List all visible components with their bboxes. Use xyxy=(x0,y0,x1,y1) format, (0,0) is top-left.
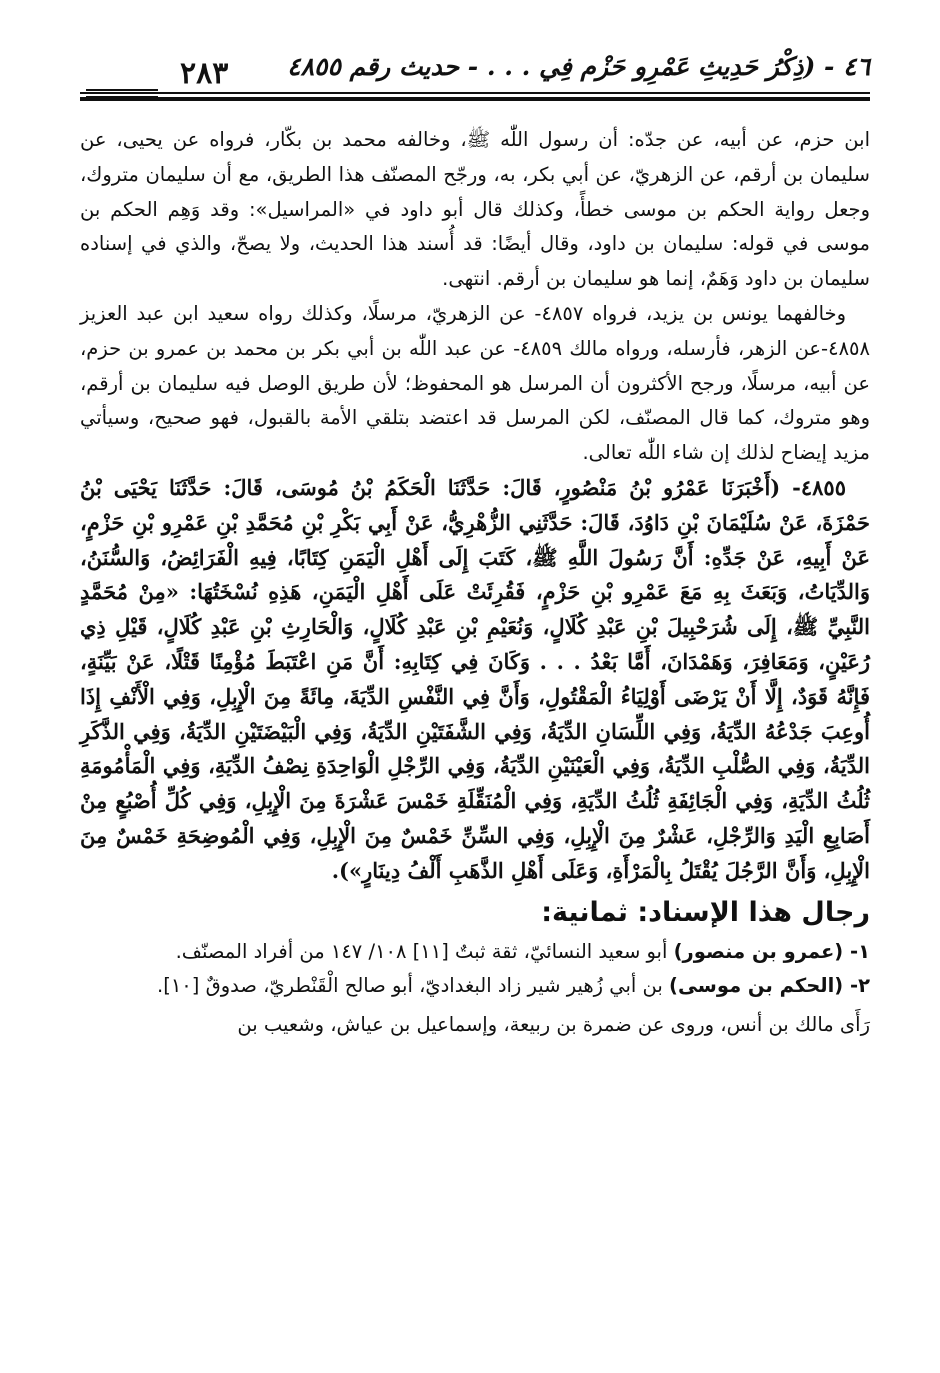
narrator-description: أبو سعيد النسائيّ، ثقة ثبتٌ [١١] ١٠٨/ ١٤٧ من أفراد المصنّف. xyxy=(175,939,674,963)
narrator-name: ١- (عمرو بن منصور) xyxy=(673,939,870,963)
commentary-paragraph: وخالفهما يونس بن يزيد، فرواه ٤٨٥٧- عن الزهريّ، مرسلًا، وكذلك رواه سعيد ابن عبد العزيز ٤٨٥٨-عن الزهر، فأرسله، ورواه مالك ٤٨٥٩- عن عبد اللّٰه بن أبي بكر بن محمد بن عمرو بن حزم، عن أبيه، مرسلًا، ورجح الأكثرون أن المرسل هو المحفوظ؛ لأن طريق الوصل فيه سليمان بن أرقم، وهو متروك، كما قال المصنّف، لكن المرسل قد اعتضد بتلقي الأمة بالقبول، فهو صحيح، وسيأتي مزيد إيضاح لذلك إن شاء اللّٰه تعالى. xyxy=(80,301,870,465)
running-title: ٤٦ - (ذِكْرُ حَدِيثِ عَمْرِو حَزْم فِي . . . - حديث رقم ٤٨٥٥ xyxy=(287,52,870,81)
page-number: ٢٨٣ xyxy=(180,56,229,91)
page-body xyxy=(80,123,870,1043)
narrator-description: بن أبي زُهير شير زاد البغداديّ، أبو صالح الْقَنْطريّ، صدوقٌ [١٠]. xyxy=(157,974,670,998)
continuation-text: رَأَى مالك بن أنس، وروى عن ضمرة بن ربيعة، وإسماعيل بن عياش، وشعيب بن xyxy=(237,1013,870,1037)
header-rule-thin xyxy=(80,92,870,94)
narrator-name: ٢- (الحكم بن موسى) xyxy=(669,974,870,998)
commentary-paragraph: ابن حزم، عن أبيه، عن جدّه: أن رسول اللّٰه ﷺ، وخالفه محمد بن بكّار، فرواه عن يحيى، عن سليمان بن أرقم، عن الزهريّ، عن أبي بكر، به، ورجّح المصنّف هذا الطريق، مع أن سليمان متروك، وجعل رواية الحكم بن موسى خطأً، وكذلك قال أبو داود في «المراسيل»: وقد وَهِم الحكم بن موسى في قوله: سليمان بن داود، وقال أيضًا: قد أُسند هذا الحديث، ولا يصحّ، والذي في إسناده سليمان بن داود وَهَمٌ، إنما هو سليمان بن أرقم. انتهى. xyxy=(80,128,870,291)
header-rule-short-top xyxy=(86,89,158,91)
section-heading: رجال هذا الإسناد: ثمانية: xyxy=(541,896,870,928)
page-header xyxy=(80,52,870,112)
header-rule-short-bottom xyxy=(86,96,158,100)
narrator-entry xyxy=(80,969,870,1004)
narrator-entry xyxy=(80,935,870,970)
hadith-text: ٤٨٥٥- (أَخْبَرَنَا عَمْرُو بْنُ مَنْصُورٍ، قَالَ: حَدَّثَنَا الْحَكَمُ بْنُ مُوسَى، قَالَ: حَدَّثَنَا يَحْيَى بْنُ حَمْزَةَ، عَنْ سُلَيْمَانَ بْنِ دَاوُدَ، قَالَ: حَدَّثَنِي الزُّهْرِيُّ، عَنْ أَبِي بَكْرِ بْنِ مُحَمَّدِ بْنِ عَمْرِو بْنِ حَزْمٍ، عَنْ أَبِيهِ، عَنْ جَدِّهِ: أَنَّ رَسُولَ اللَّهِ ﷺ، كَتَبَ إِلَى أَهْلِ الْيَمَنِ كِتَابًا، فِيهِ الْفَرَائِضُ، وَالسُّنَنُ، وَالدِّيَاتُ، وَبَعَثَ بِهِ مَعَ عَمْرِو بْنِ حَزْمٍ، فَقُرِئَتْ عَلَى أَهْلِ الْيَمَنِ، هَذِهِ نُسْخَتُهَا: «مِنْ مُحَمَّدٍ النَّبِيِّ ﷺ، إِلَى شُرَحْبِيلَ بْنِ عَبْدِ كُلَالٍ، وَنُعَيْمِ بْنِ عَبْدِ كُلَالٍ، وَالْحَارِثِ بْنِ عَبْدِ كُلَالٍ، قَيْلِ ذِي رُعَيْنٍ، وَمَعَافِرَ، وَهَمْدَانَ، أَمَّا بَعْدُ . . . وَكَانَ فِي كِتَابِهِ: أَنَّ مَنِ اعْتَبَطَ مُؤْمِنًا قَتْلًا، عَنْ بَيِّنَةٍ، فَإِنَّهُ قَوَدٌ، إِلَّا أَنْ يَرْضَى أَوْلِيَاءُ الْمَقْتُولِ، وَأَنَّ فِي النَّفْسِ الدِّيَةَ، مِائَةً مِنَ الْإِبِلِ، وَفِي الْأَنْفِ إِذَا أُوعِبَ جَدْعُهُ الدِّيَةُ، وَفِي اللِّسَانِ الدِّيَةُ، وَفِي الشَّفَتَيْنِ الدِّيَةُ، وَفِي الْبَيْضَتَيْنِ الدِّيَةُ، وَفِي الذَّكَرِ الدِّيَةُ، وَفِي الصُّلْبِ الدِّيَةُ، وَفِي الْعَيْنَيْنِ الدِّيَةُ، وَفِي الرِّجْلِ الْوَاحِدَةِ نِصْفُ الدِّيَةِ، وَفِي الْمَأْمُومَةِ ثُلُثُ الدِّيَةِ، وَفِي الْجَائِفَةِ ثُلُثُ الدِّيَةِ، وَفِي الْمُنَقِّلَةِ خَمْسَ عَشْرَةَ مِنَ الْإِبِلِ، وَفِي كُلِّ أُصْبُعٍ مِنْ أَصَابِعِ الْيَدِ وَالرِّجْلِ، عَشْرٌ مِنَ الْإِبِلِ، وَفِي السِّنِّ خَمْسٌ مِنَ الْإِبِلِ، وَفِي الْمُوضِحَةِ خَمْسٌ مِنَ الْإِبِلِ، وَأَنَّ الرَّجُلَ يُقْتَلُ بِالْمَرْأَةِ، وَعَلَى أَهْلِ الذَّهَبِ أَلْفُ دِينَارٍ»). xyxy=(80,474,871,883)
header-rule-thick xyxy=(80,97,870,101)
